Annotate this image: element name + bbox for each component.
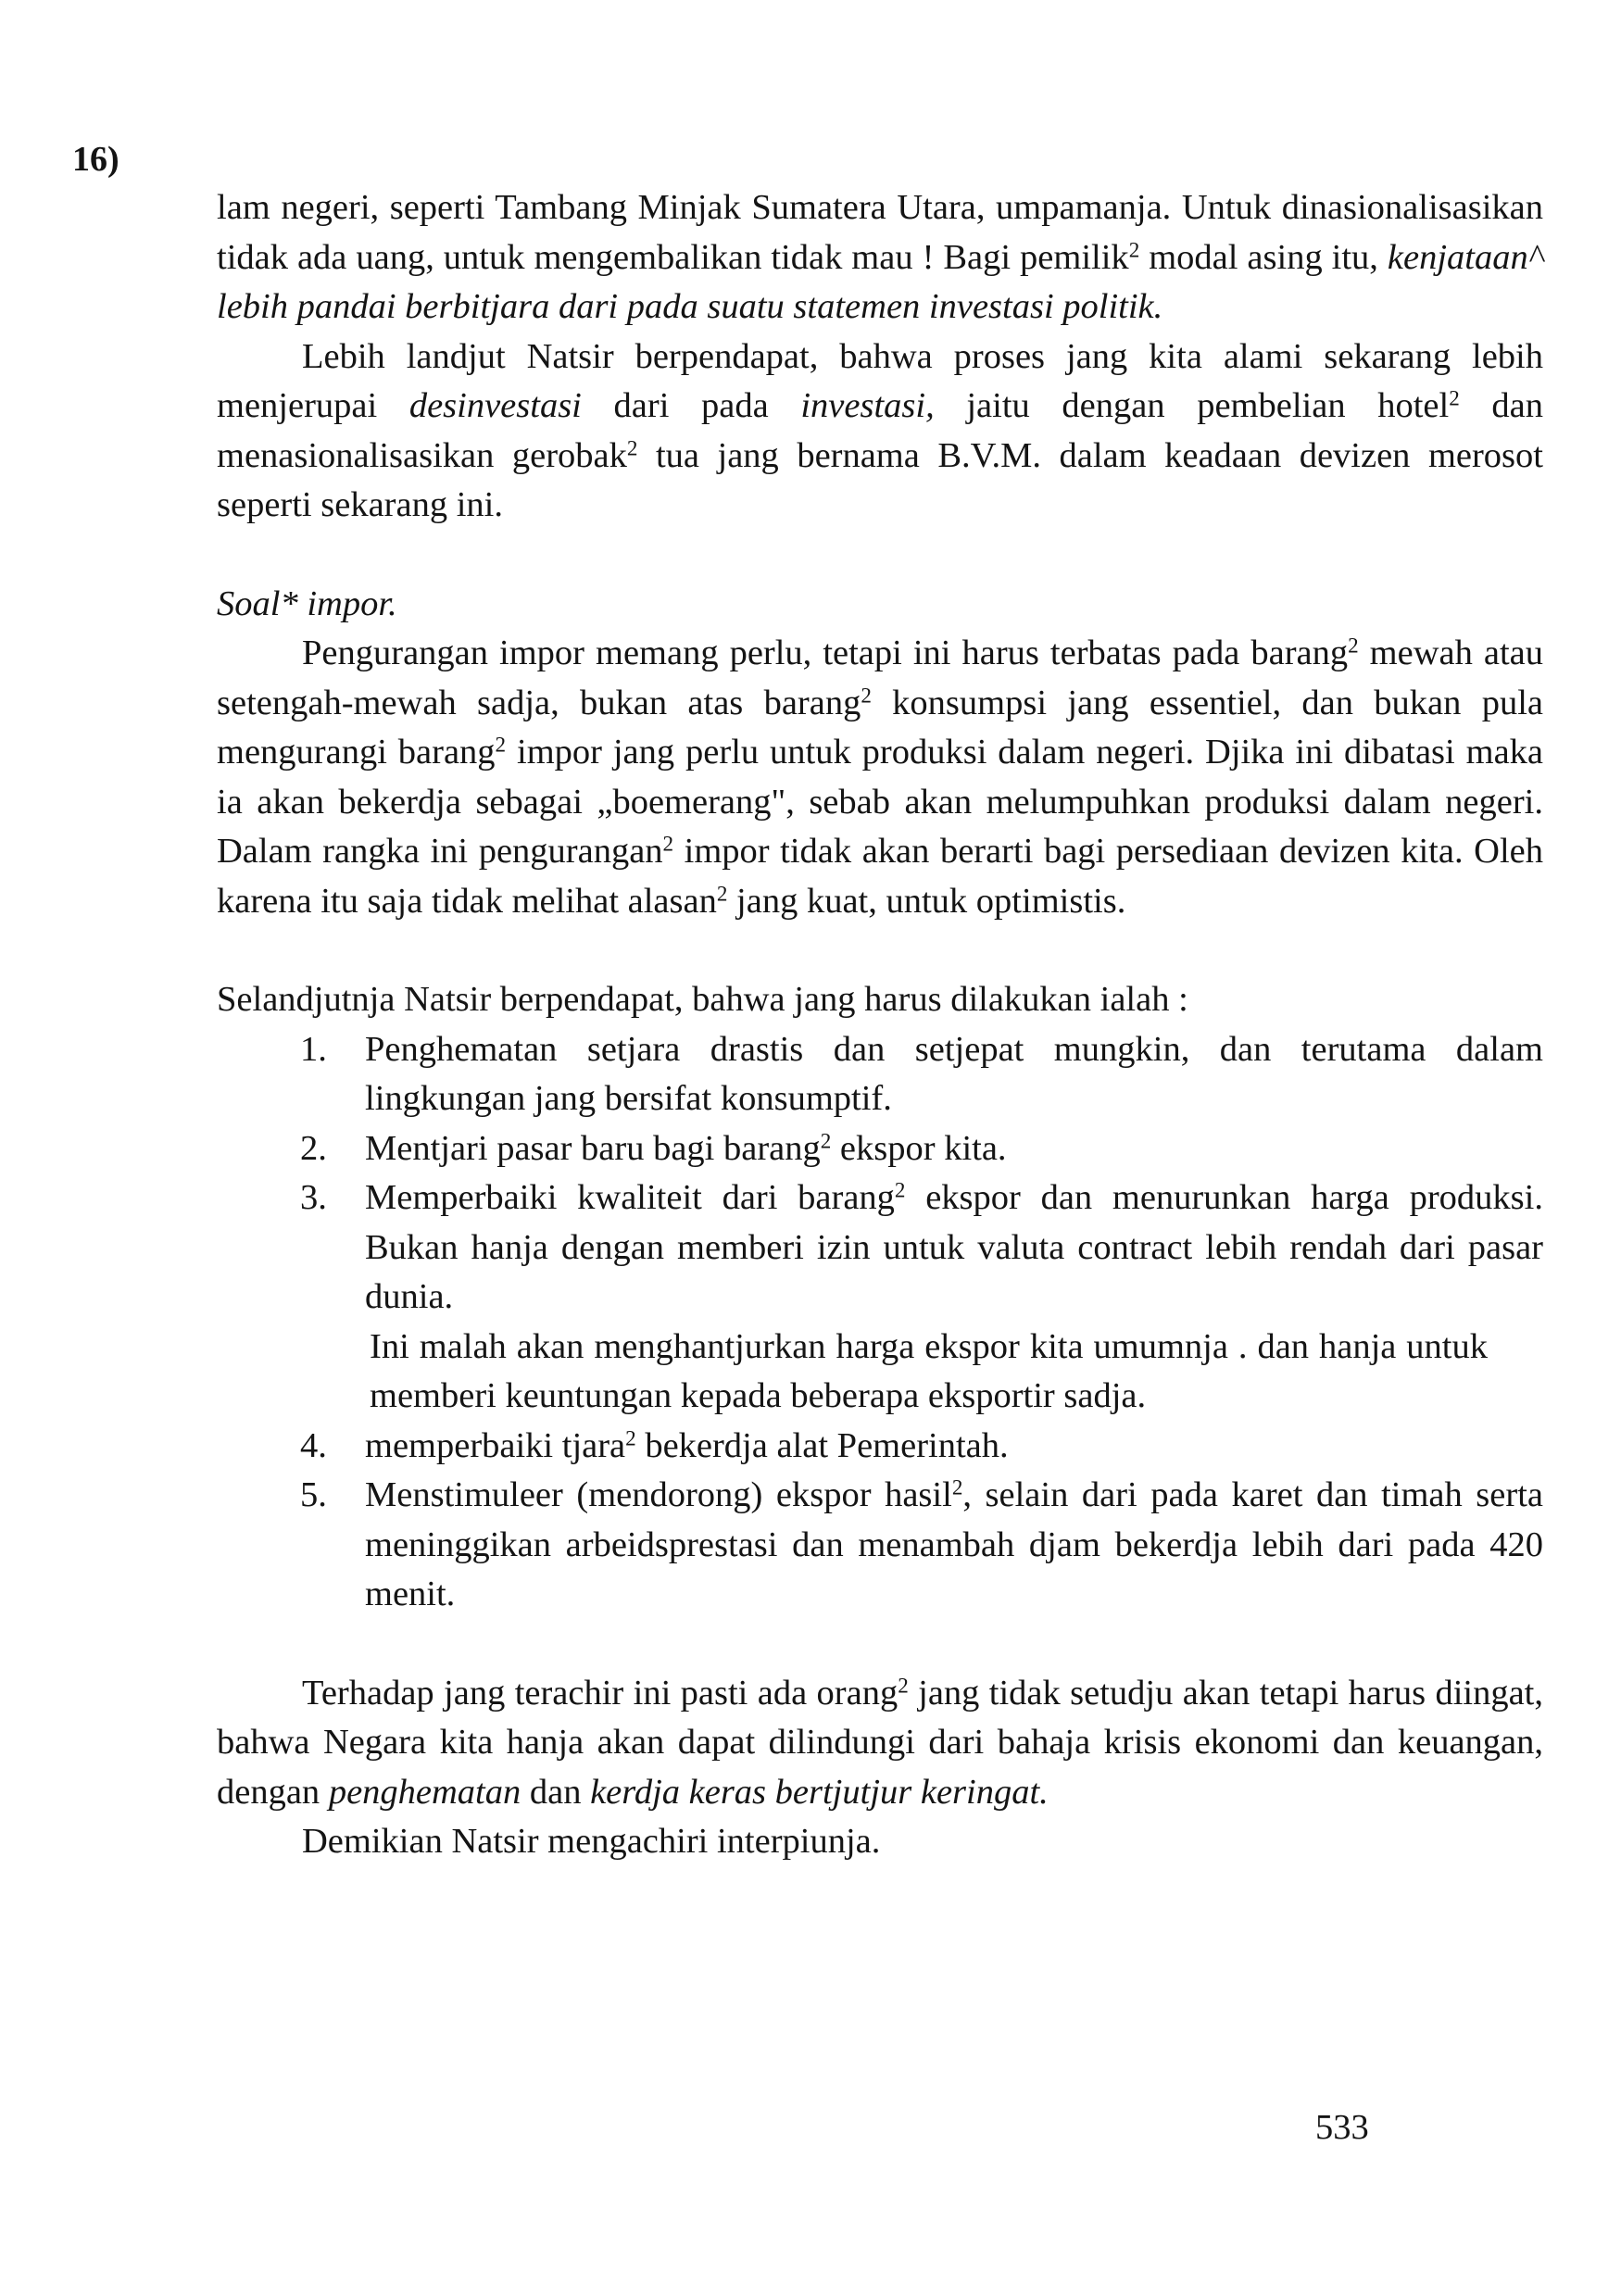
paragraph-conclusion: Terhadap jang terachir ini pasti ada orang$^2$ jang tidak setudju akan tetapi harus diingat, bahwa Negara kita hanja akan dapat dilindungi dari bahaja krisis ekonomi dan keuangan, dengan penghematan dan kerdja keras bertjutjur keringat. bbox=[217, 1672, 1543, 1812]
list-item: 3. Memperbaiki kwaliteit dari barang$^2$ ekspor dan menurunkan harga produksi. Bukan hanja dengan memberi izin untuk valuta contract lebih rendah dari pasar dunia. bbox=[300, 1177, 1543, 1316]
recommendation-list-continued bbox=[217, 1422, 1543, 1620]
list-item: 5. Menstimuleer (mendorong) ekspor hasil$^2$, selain dari pada karet dan timah serta meninggikan arbeidsprestasi dan menambah djam bekerdja lebih dari pada 420 menit. bbox=[300, 1474, 1543, 1613]
list-item-continuation: Ini malah akan menghantjurkan harga ekspor kita umumnja . dan hanja untuk memberi keuntungan kepada beberapa eksportir sadja. bbox=[370, 1326, 1488, 1415]
document-body bbox=[217, 183, 1543, 1867]
section-heading: Soal* impor. bbox=[217, 583, 397, 623]
list-intro: Selandjutnja Natsir berpendapat, bahwa jang harus dilakukan ialah : bbox=[217, 980, 1188, 1019]
closing-line: Demikian Natsir mengachiri interpiunja. bbox=[302, 1822, 881, 1861]
page-number: 533 bbox=[1315, 2108, 1369, 2147]
recommendation-list bbox=[217, 1025, 1543, 1323]
list-item: 2. Mentjari pasar baru bagi barang$^2$ ekspor kita. bbox=[300, 1127, 1007, 1168]
paragraph-continuation: lam negeri, seperti Tambang Minjak Sumatera Utara, umpamanja. Untuk dinasionalisasikan tidak ada uang, untuk mengembalikan tidak mau ! Bagi pemilik$^2$ modal asing itu, kenjataan^ lebih pandai berbitjara dari pada suatu statemen investasi politik. bbox=[217, 188, 1543, 326]
list-item: 1. Penghematan setjara drastis dan setjepat mungkin, dan terutama dalam lingkungan jang bersifat konsumptif. bbox=[300, 1029, 1543, 1118]
list-item: 4. memperbaiki tjara$^2$ bekerdja alat Pemerintah. bbox=[300, 1424, 1009, 1465]
paragraph-desinvestasi: Lebih landjut Natsir berpendapat, bahwa proses jang kita alami sekarang lebih menjerupai desinvestasi dari pada investasi, jaitu dengan pembelian hotel$^2$ dan menasionalisasikan gerobak$^2$ tua jang bernama B.V.M. dalam keadaan devizen merosot seperti sekarang ini. bbox=[217, 336, 1543, 524]
paragraph-impor: Pengurangan impor memang perlu, tetapi ini harus terbatas pada barang$^2$ mewah atau setengah-mewah sadja, bukan atas barang$^2$ konsumpsi jang essentiel, dan bukan pula mengurangi barang$^2$ impor jang perlu untuk produksi dalam negeri. Djika ini dibatasi maka ia akan bekerdja sebagai „boemerang", sebab akan melumpuhkan produksi dalam negeri. Dalam rangka ini pengurangan$^2$ impor tidak akan berarti bagi persediaan devizen kita. Oleh karena itu saja tidak melihat alasan$^2$ jang kuat, untuk optimistis. bbox=[217, 633, 1543, 921]
page-marker: 16) bbox=[72, 140, 119, 179]
